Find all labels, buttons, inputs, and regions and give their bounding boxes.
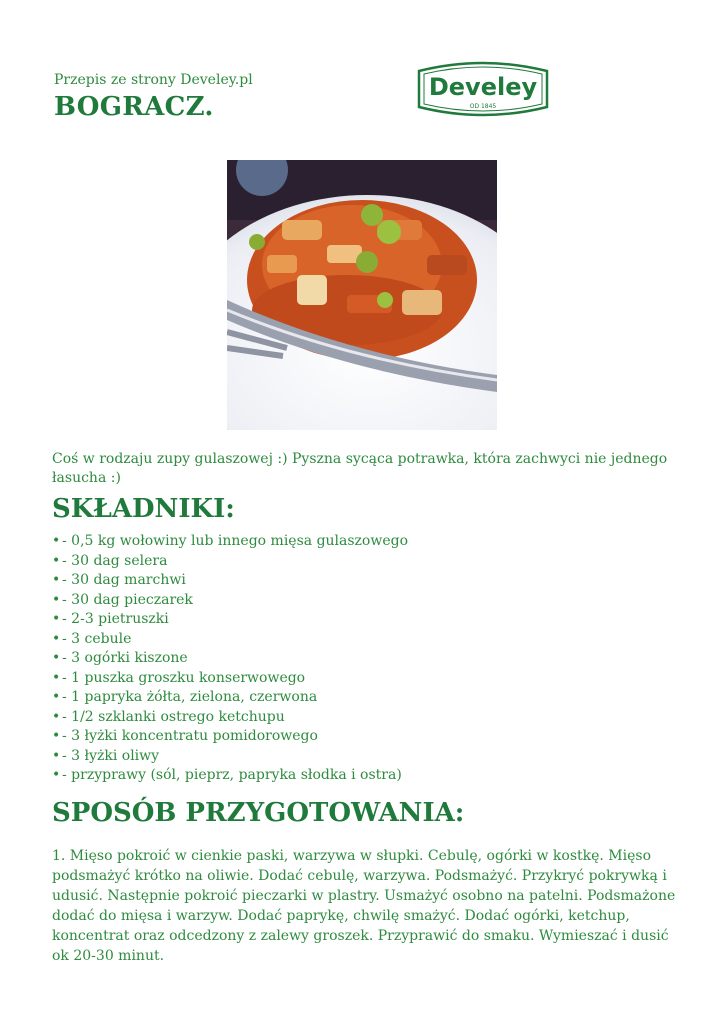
ingredient-item: • - 3 łyżki oliwy [52,747,408,767]
ingredient-item: • - 1 papryka żółta, zielona, czerwona [52,688,408,708]
ingredient-item: • - 1/2 szklanki ostrego ketchupu [52,708,408,728]
ingredient-item: • - 3 cebule [52,630,408,650]
ingredient-item: • - 3 łyżki koncentratu pomidorowego [52,727,408,747]
ingredient-item: • - 2-3 pietruszki [52,610,408,630]
dish-photo [227,160,497,430]
recipe-intro: Coś w rodzaju zupy gulaszowej :) Pyszna sycąca potrawka, która zachwyci nie jednego łasucha :) [52,451,668,486]
ingredient-item: • - 3 ogórki kiszone [52,649,408,669]
logo-tagline: OD 1845 [469,103,497,110]
preparation-heading: SPOSÓB PRZYGOTOWANIA: [52,798,465,828]
ingredients-list [52,532,408,786]
preparation-text: 1. Mięso pokroić w cienkie paski, warzywa w słupki. Cebulę, ogórki w kostkę. Mięso podsmażyć krótko na oliwie. Dodać cebulę, warzywa. Podsmażyć. Przykryć pokrywką i udusić. Następnie pokroić pieczarki w plastry. Usmażyć osobno na patelni. Podsmażone dodać do mięsa i warzyw. Dodać paprykę, chwilę smażyć. Dodać ogórki, ketchup, koncentrat oraz odcedzony z zalewy groszek. Przyprawić do smaku. Wymieszać i dusić ok 20-30 minut. [52,848,676,964]
source-label: Przepis ze strony Develey.pl [54,72,253,88]
ingredient-item: • - 30 dag pieczarek [52,591,408,611]
ingredient-item: • - 30 dag marchwi [52,571,408,591]
logo-brand: Develey [428,73,538,101]
ingredients-heading: SKŁADNIKI: [52,494,235,524]
recipe-title: BOGRACZ. [54,92,214,122]
ingredient-item: • - 0,5 kg wołowiny lub innego mięsa gulaszowego [52,532,408,552]
ingredient-item: • - 1 puszka groszku konserwowego [52,669,408,689]
develey-logo [413,57,553,121]
ingredient-item: • - 30 dag selera [52,552,408,572]
ingredient-item: • - przyprawy (sól, pieprz, papryka słodka i ostra) [52,766,408,786]
